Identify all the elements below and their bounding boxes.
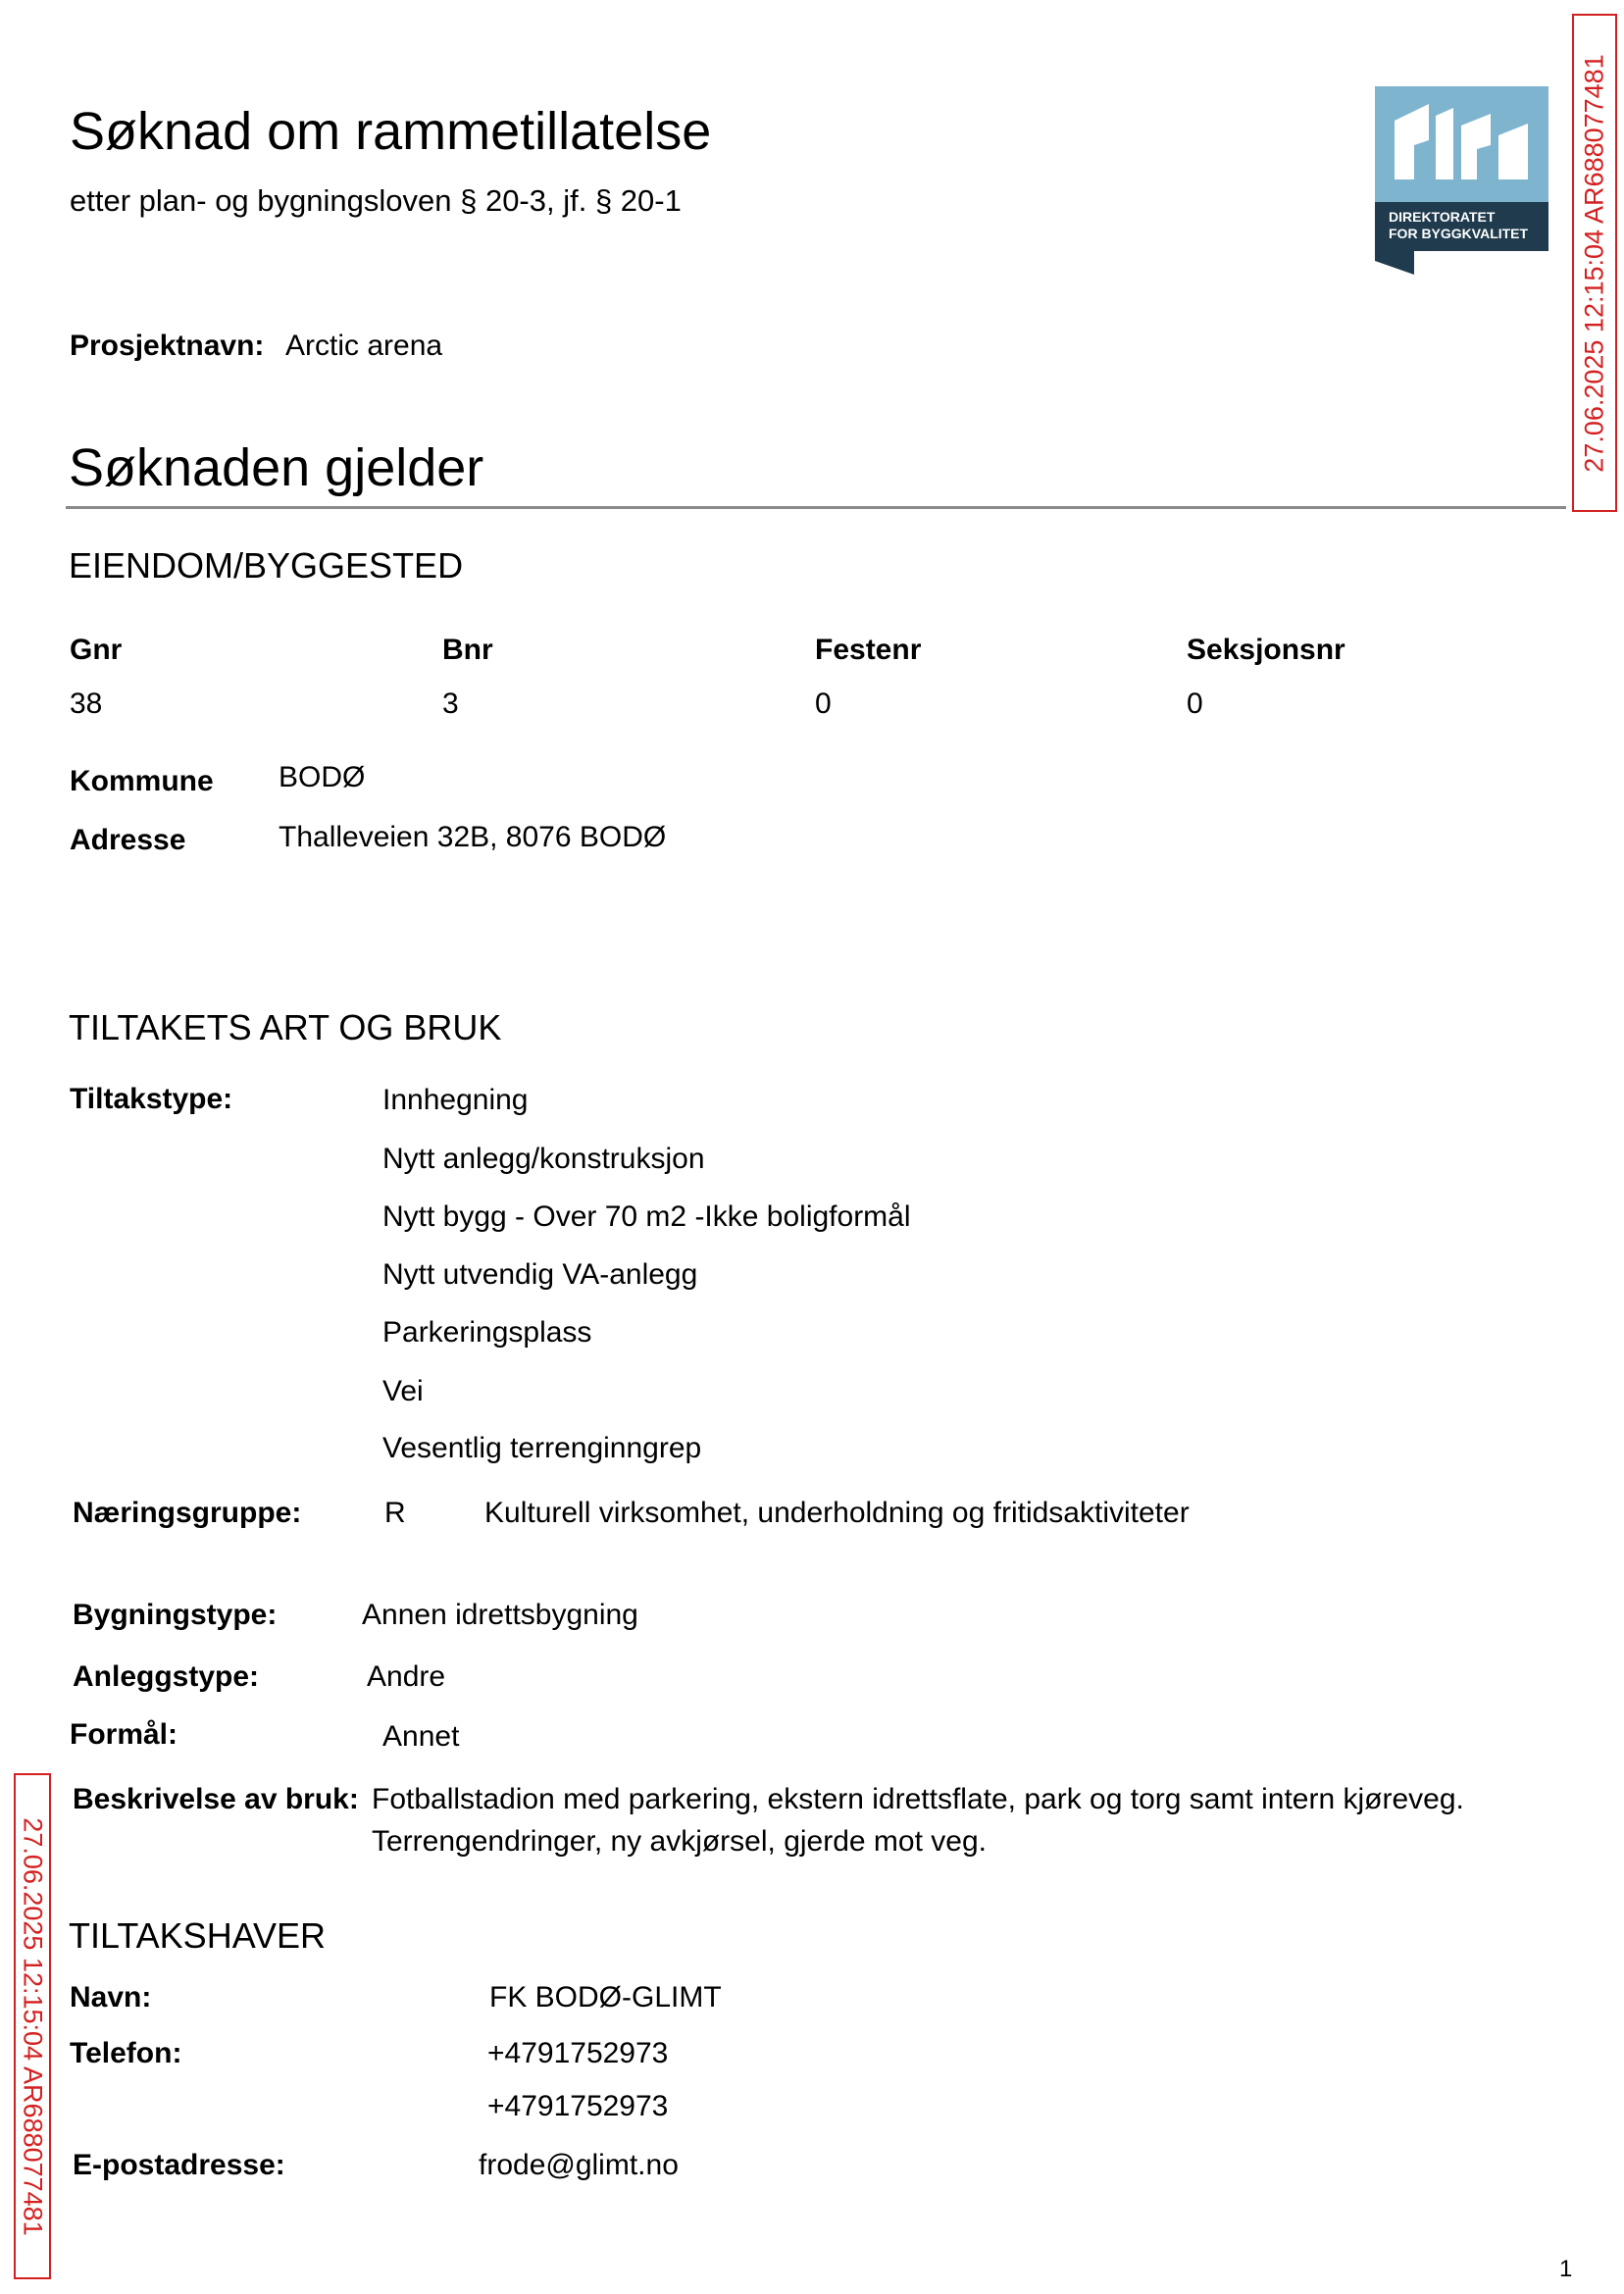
- kommune-label: Kommune: [70, 765, 214, 797]
- bygningstype-label: Bygningstype:: [73, 1599, 278, 1631]
- bnr-value: 3: [442, 688, 459, 720]
- naering-code: R: [384, 1497, 406, 1529]
- stamp-text: 27.06.2025 12:15:04 AR688077481: [1579, 53, 1609, 473]
- naering-text: Kulturell virksomhet, underholdning og fritidsaktiviteter: [484, 1497, 1190, 1529]
- adresse-label: Adresse: [70, 824, 186, 856]
- page-number: 1: [1559, 2256, 1573, 2282]
- dibk-logo-icon: [1375, 86, 1548, 275]
- naering-label: Næringsgruppe:: [73, 1497, 302, 1529]
- kommune-value: BODØ: [279, 761, 366, 793]
- page-title: Søknad om rammetillatelse: [70, 102, 712, 161]
- beskrivelse-line1: Fotballstadion med parkering, ekstern idrettsflate, park og torg samt intern kjøreveg.: [372, 1783, 1464, 1815]
- stamp-top-right: [1572, 14, 1617, 512]
- tiltakstype-item: Parkeringsplass: [382, 1316, 592, 1349]
- tiltakstype-item: Nytt anlegg/konstruksjon: [382, 1143, 705, 1175]
- tiltakshaver-heading: TILTAKSHAVER: [69, 1915, 327, 1956]
- section-title: Søknaden gjelder: [69, 438, 484, 497]
- beskrivelse-line2: Terrengendringer, ny avkjørsel, gjerde mot veg.: [372, 1825, 987, 1858]
- navn-value: FK BODØ-GLIMT: [489, 1981, 722, 2014]
- festenr-label: Festenr: [815, 634, 922, 666]
- seksjonsnr-label: Seksjonsnr: [1187, 634, 1345, 666]
- anleggstype-value: Andre: [367, 1660, 446, 1693]
- dibk-logo: [1375, 86, 1548, 275]
- formal-label: Formål:: [70, 1718, 178, 1751]
- bnr-label: Bnr: [442, 634, 493, 666]
- bygningstype-value: Annen idrettsbygning: [362, 1599, 638, 1631]
- gnr-value: 38: [70, 688, 103, 720]
- tiltakstype-item: Nytt bygg - Over 70 m2 -Ikke boligformål: [382, 1200, 911, 1233]
- project-value: Arctic arena: [285, 330, 443, 362]
- tiltakstype-item: Nytt utvendig VA-anlegg: [382, 1258, 698, 1291]
- festenr-value: 0: [815, 688, 832, 720]
- navn-label: Navn:: [70, 1981, 152, 2014]
- telefon-value: +4791752973: [487, 2037, 669, 2069]
- logo-line2: FOR BYGGKVALITET: [1389, 226, 1529, 241]
- seksjonsnr-value: 0: [1187, 688, 1203, 720]
- telefon-label: Telefon:: [70, 2037, 182, 2069]
- epost-value: frode@glimt.no: [479, 2149, 679, 2181]
- telefon-value: +4791752973: [487, 2090, 669, 2122]
- tiltak-heading: TILTAKETS ART OG BRUK: [69, 1007, 502, 1047]
- project-label: Prosjektnavn:: [70, 330, 265, 362]
- epost-label: E-postadresse:: [73, 2149, 285, 2181]
- formal-value: Annet: [382, 1720, 460, 1753]
- logo-line1: DIREKTORATET: [1389, 209, 1496, 225]
- gnr-label: Gnr: [70, 634, 123, 666]
- stamp-left: [14, 1773, 51, 2279]
- tiltakstype-item: Vei: [382, 1375, 424, 1407]
- tiltakstype-item: Innhegning: [382, 1084, 529, 1116]
- stamp-text: 27.06.2025 12:15:04 AR688077481: [18, 1816, 48, 2236]
- eiendom-heading: EIENDOM/BYGGESTED: [69, 545, 464, 586]
- tiltakstype-label: Tiltakstype:: [70, 1083, 233, 1115]
- page-subtitle: etter plan- og bygningsloven § 20-3, jf. § 20-1: [70, 183, 682, 218]
- anleggstype-label: Anleggstype:: [73, 1660, 260, 1693]
- tiltakstype-item: Vesentlig terrenginngrep: [382, 1432, 702, 1464]
- beskrivelse-label: Beskrivelse av bruk:: [73, 1783, 359, 1815]
- adresse-value: Thalleveien 32B, 8076 BODØ: [279, 821, 667, 853]
- section-divider: [66, 506, 1566, 509]
